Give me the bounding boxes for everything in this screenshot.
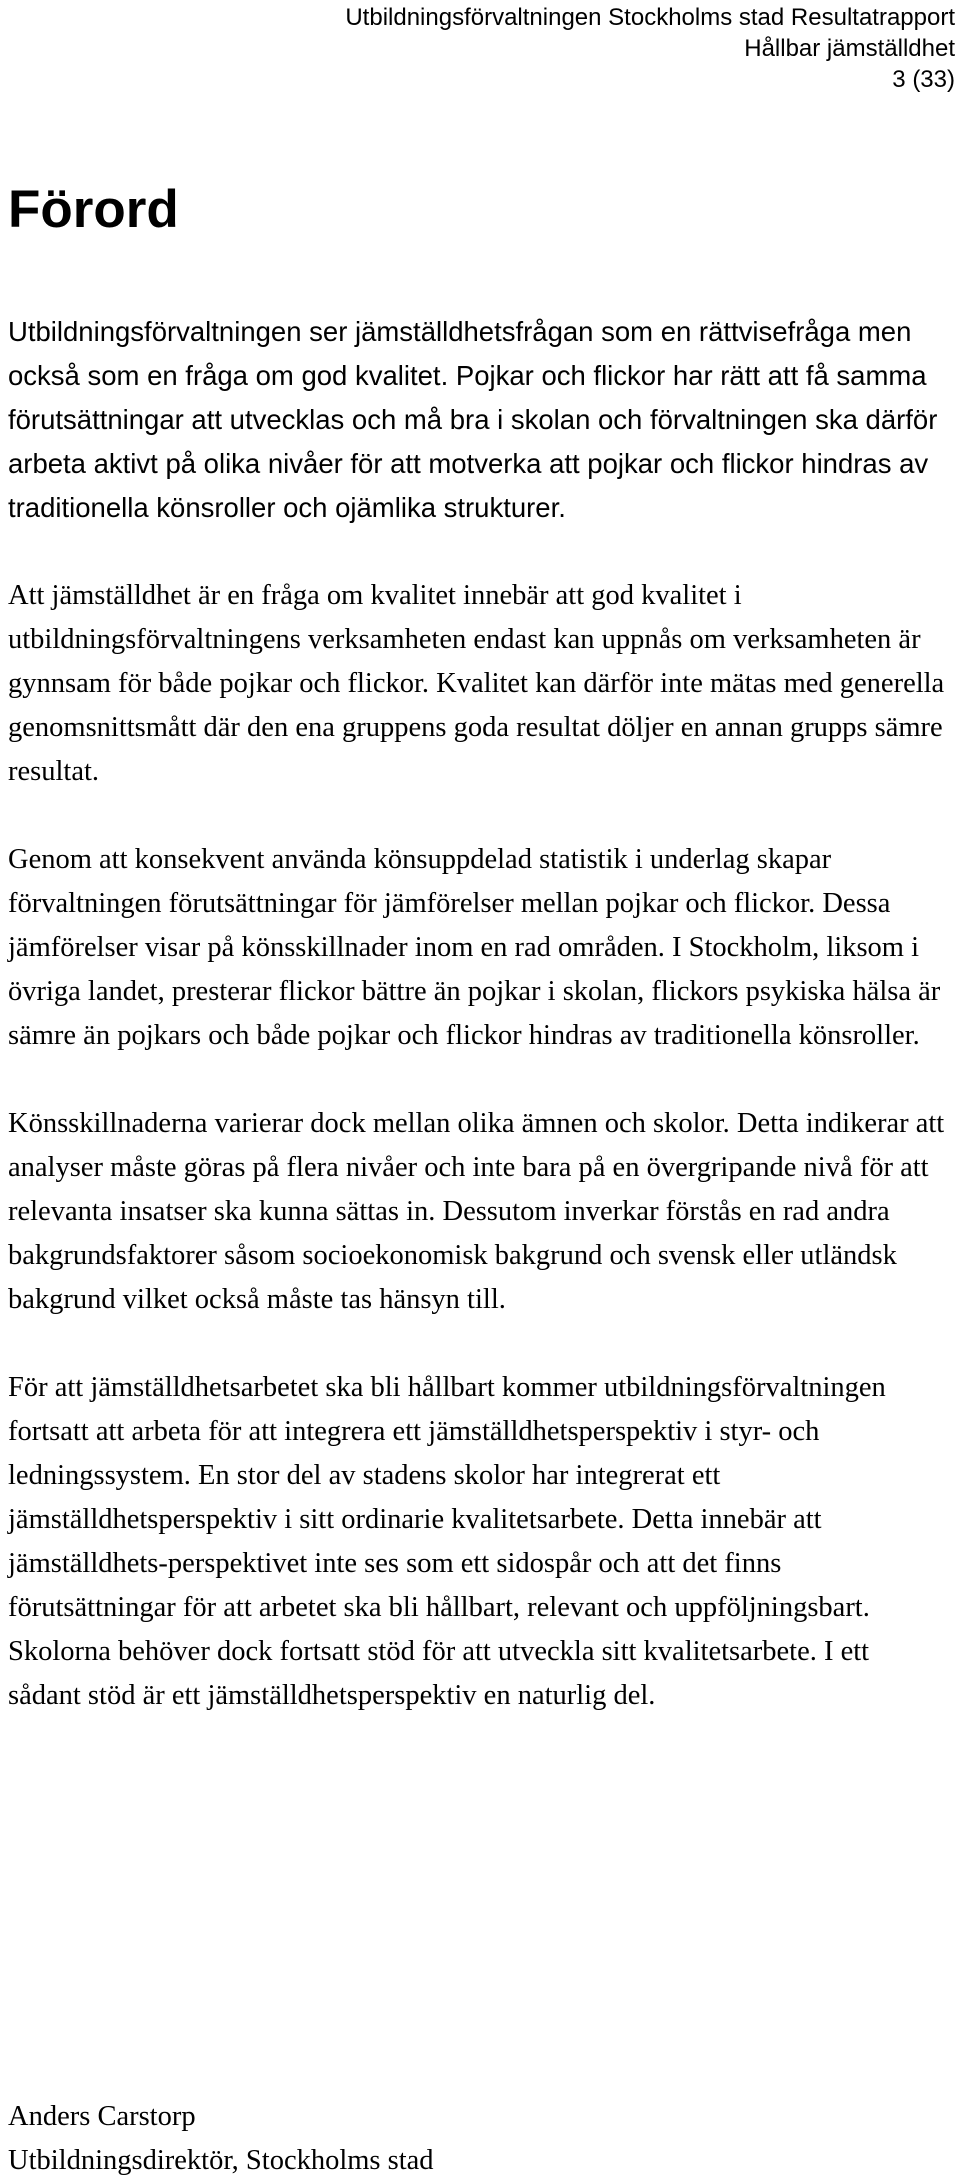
paragraph-intro: Utbildningsförvaltningen ser jämställdhetsfrågan som en rättvisefråga men också som en fråga om god kvalitet. Pojkar och flickor har rätt att få samma förutsättningar att utvecklas och må bra i skolan och förvaltningen ska därför arbeta aktivt på olika nivåer för att motverka att pojkar och flickor hindras av traditionella könsroller och ojämlika strukturer. bbox=[8, 316, 938, 523]
page-title: Förord bbox=[8, 180, 179, 239]
preface-body bbox=[8, 310, 948, 1762]
signature-name: Anders Carstorp bbox=[8, 2101, 196, 2132]
header-page-number: 3 (33) bbox=[892, 66, 955, 93]
signature-block bbox=[8, 2095, 434, 2183]
signature-role: Utbildningsdirektör, Stockholms stad bbox=[8, 2145, 434, 2176]
header-report-title: Hållbar jämställdhet bbox=[744, 35, 955, 62]
paragraph-sustainability: För att jämställdhetsarbetet ska bli hållbart kommer utbildningsförvaltningen fortsatt att arbeta för att integrera ett jämställdhetsperspektiv i styr- och ledningssystem. En stor del av stadens skolor har integrerat ett jämställdhetsperspektiv i sitt ordinarie kvalitetsarbete. Detta innebär att jämställdhets-perspektivet inte ses som ett sidospår och att det finns förutsättningar för att arbetet ska bli hållbart, relevant och uppföljningsbart. Skolorna behöver dock fortsatt stöd för att utveckla sitt kvalitetsarbete. I ett sådant stöd är ett jämställdhetsperspektiv en naturlig del. bbox=[8, 1372, 886, 1711]
paragraph-quality: Att jämställdhet är en fråga om kvalitet innebär att god kvalitet i utbildningsförvaltningens verksamheten endast kan uppnås om verksamheten är gynnsam för både pojkar och flickor. Kvalitet kan därför inte mätas med generella genomsnittsmått där den ena gruppens goda resultat döljer en annan grupps sämre resultat. bbox=[8, 580, 945, 787]
page-header bbox=[345, 2, 955, 95]
header-organization-report: Utbildningsförvaltningen Stockholms stad Resultatrapport bbox=[345, 4, 955, 31]
paragraph-differences: Könsskillnaderna varierar dock mellan olika ämnen och skolor. Detta indikerar att analyser måste göras på flera nivåer och inte bara på en övergripande nivå för att relevanta insatser ska kunna sättas in. Dessutom inverkar förstås en rad andra bakgrundsfaktorer såsom socioekonomisk bakgrund och svensk eller utländsk bakgrund vilket också måste tas hänsyn till. bbox=[8, 1108, 945, 1315]
paragraph-statistics: Genom att konsekvent använda könsuppdelad statistik i underlag skapar förvaltningen förutsättningar för jämförelser mellan pojkar och flickor. Dessa jämförelser visar på könsskillnader inom en rad områden. I Stockholm, liksom i övriga landet, presterar flickor bättre än pojkar i skolan, flickors psykiska hälsa är sämre än pojkars och både pojkar och flickor hindras av traditionella könsroller. bbox=[8, 844, 941, 1051]
